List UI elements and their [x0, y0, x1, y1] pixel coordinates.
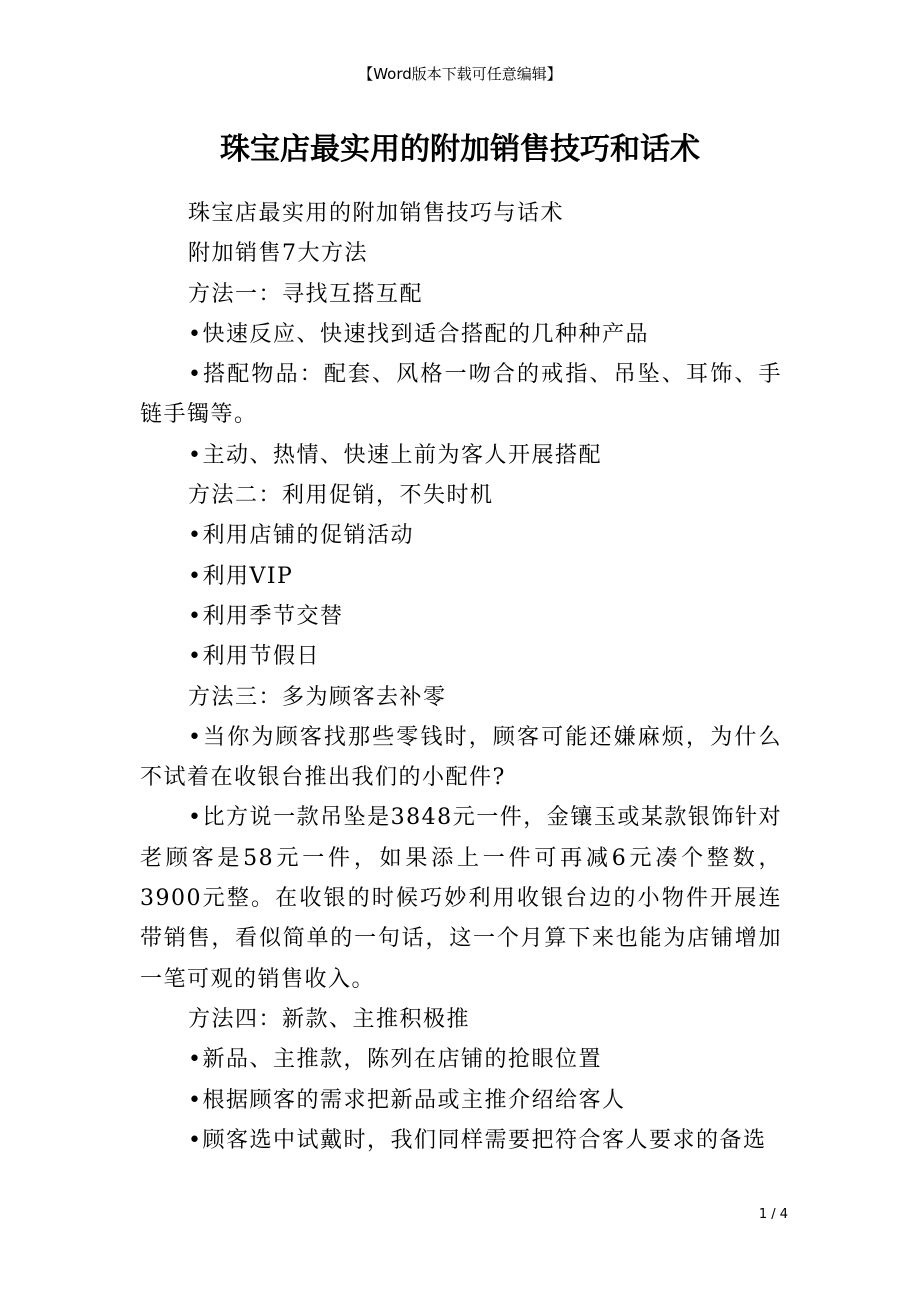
paragraph: •搭配物品：配套、风格一吻合的戒指、吊坠、耳饰、手链手镯等。: [140, 362, 782, 428]
paragraph: •利用店铺的促销活动: [188, 523, 414, 549]
paragraph: 附加销售7大方法: [188, 241, 368, 267]
page-number: 1 / 4: [758, 1207, 788, 1222]
paragraph: 方法一：寻找互搭互配: [188, 281, 424, 307]
paragraph: •根据顾客的需求把新品或主推介绍给客人: [188, 1087, 626, 1113]
paragraph: 方法二：利用促销，不失时机: [188, 483, 494, 509]
paragraph: 珠宝店最实用的附加销售技巧与话术: [188, 201, 565, 226]
paragraph: •顾客选中试戴时，我们同样需要把符合客人要求的备选: [188, 1127, 767, 1153]
paragraph: •利用季节交替: [188, 603, 344, 629]
paragraph: 方法三：多为顾客去补零: [188, 684, 447, 710]
paragraph: •比方说一款吊坠是3848元一件，金镶玉或某款银饰针对老顾客是58元一件，如果添上一件可再减6元凑个整数，3900元整。在收银的时候巧妙利用收银台边的小物件开展连带销售，看似简单的一句话，这一个月算下来也能为店铺增加一笔可观的销售收入。: [140, 805, 782, 992]
document-body: [140, 194, 782, 1161]
paragraph: •利用VIP: [188, 563, 294, 589]
paragraph: •当你为顾客找那些零钱时，顾客可能还嫌麻烦，为什么不试着在收银台推出我们的小配件?: [140, 724, 782, 791]
paragraph: •利用节假日: [188, 644, 320, 670]
header-note: 【Word版本下载可任意编辑】: [358, 65, 562, 83]
document-title: 珠宝店最实用的附加销售技巧和话术: [220, 132, 700, 167]
paragraph: 方法四：新款、主推积极推: [188, 1006, 471, 1032]
paragraph: •快速反应、快速找到适合搭配的几种种产品: [188, 321, 649, 347]
paragraph: •主动、热情、快速上前为客人开展搭配: [188, 442, 602, 468]
paragraph: •新品、主推款，陈列在店铺的抢眼位置: [188, 1047, 602, 1073]
